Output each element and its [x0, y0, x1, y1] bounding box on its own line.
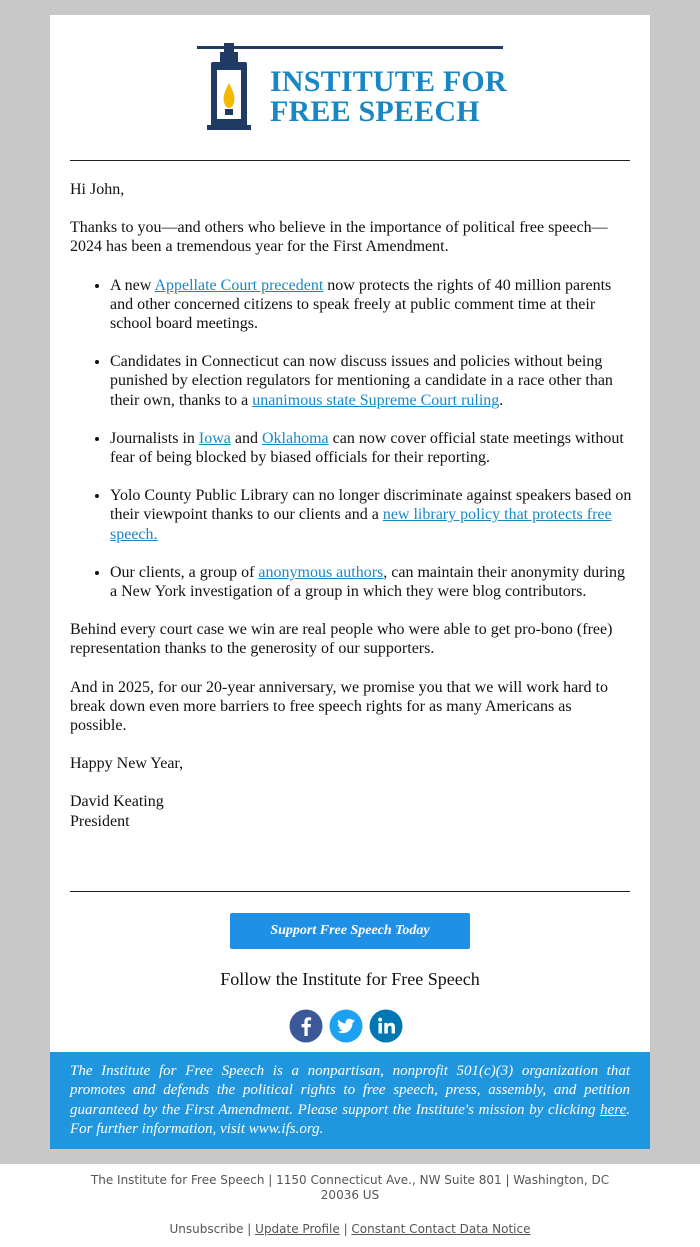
top-divider [70, 160, 630, 161]
list-item: • Journalists in Iowa and Oklahoma can now cover official state meetings without fear of being blocked by biased officials for their reporting. [110, 429, 632, 467]
signer-title: President [70, 812, 130, 830]
closing: Happy New Year, [70, 755, 184, 773]
anniversary-paragraph: And in 2025, for our 20-year anniversary, we promise you that we will work hard to break down even more barriers to free speech rights for as many Americans as possible. [70, 678, 608, 735]
footer-address: The Institute for Free Speech | 1150 Connecticut Ave., NW Suite 801 | Washington, DC 20036 US [90, 1173, 610, 1202]
logo-wordmark [270, 67, 530, 127]
about-text: The Institute for Free Speech is a nonpartisan, nonprofit 501(c)(3) organization that promotes and defends the political rights to free speech, press, assembly, and petition guaranteed by the First Amendment. Please support the Institute's mission by clicking here. For further information, visit www.ifs.org. [70, 1063, 630, 1137]
library-policy-link[interactable]: new library policy that protects free speech. [110, 506, 612, 543]
appellate-court-link[interactable]: Appellate Court precedent [154, 276, 324, 294]
anonymous-authors-link[interactable]: anonymous authors [258, 563, 384, 581]
email-footer [0, 1164, 700, 1247]
about-section [50, 1052, 650, 1149]
email-card [50, 15, 650, 1149]
facebook-icon[interactable] [289, 1009, 323, 1043]
logo-line-1: INSTITUTE FOR [270, 65, 507, 98]
data-notice-link[interactable]: Constant Contact Data Notice [351, 1222, 531, 1236]
support-here-link[interactable]: here [600, 1101, 627, 1118]
linkedin-icon[interactable] [369, 1009, 403, 1043]
letter-body [70, 180, 632, 831]
list-item: • Candidates in Connecticut can now discuss issues and policies without being punished by election regulators for mentioning a candidate in a race other than their own, thanks to a unanimous state Supreme Court ruling. [110, 352, 632, 410]
footer-links: Unsubscribe | Update Profile | Constant Contact Data Notice [169, 1222, 531, 1236]
iowa-link[interactable]: Iowa [198, 429, 231, 447]
supporters-paragraph: Behind every court case we win are real people who were able to get pro-bono (free) representation thanks to the generosity of our supporters. [70, 621, 613, 658]
list-item: • A new Appellate Court precedent now protects the rights of 40 million parents and other concerned citizens to speak freely at public comment time at their school board meetings. [110, 276, 632, 334]
update-profile-link[interactable]: Update Profile [255, 1222, 340, 1236]
supreme-court-ruling-link[interactable]: unanimous state Supreme Court ruling [252, 391, 500, 409]
unsubscribe-link[interactable]: Unsubscribe [169, 1222, 244, 1236]
twitter-icon[interactable] [329, 1009, 363, 1043]
list-item: • Yolo County Public Library can no longer discriminate against speakers based on their viewpoint thanks to our clients and a new library policy that protects free speech. [110, 486, 632, 544]
signer-name: David Keating [70, 793, 164, 811]
achievements-list [70, 276, 632, 602]
intro-paragraph: Thanks to you—and others who believe in the importance of political free speech—2024 has been a tremendous year for the First Amendment. [70, 219, 608, 256]
bottom-divider [70, 891, 630, 892]
list-item: • Our clients, a group of anonymous authors, can maintain their anonymity during a New York investigation of a group in which they were blog contributors. [110, 563, 632, 601]
greeting: Hi John, [70, 181, 125, 198]
oklahoma-link[interactable]: Oklahoma [261, 429, 329, 447]
follow-text: Follow the Institute for Free Speech [220, 969, 480, 989]
logo-line-2: FREE SPEECH [270, 95, 480, 128]
support-free-speech-button[interactable]: Support Free Speech Today [230, 913, 470, 949]
